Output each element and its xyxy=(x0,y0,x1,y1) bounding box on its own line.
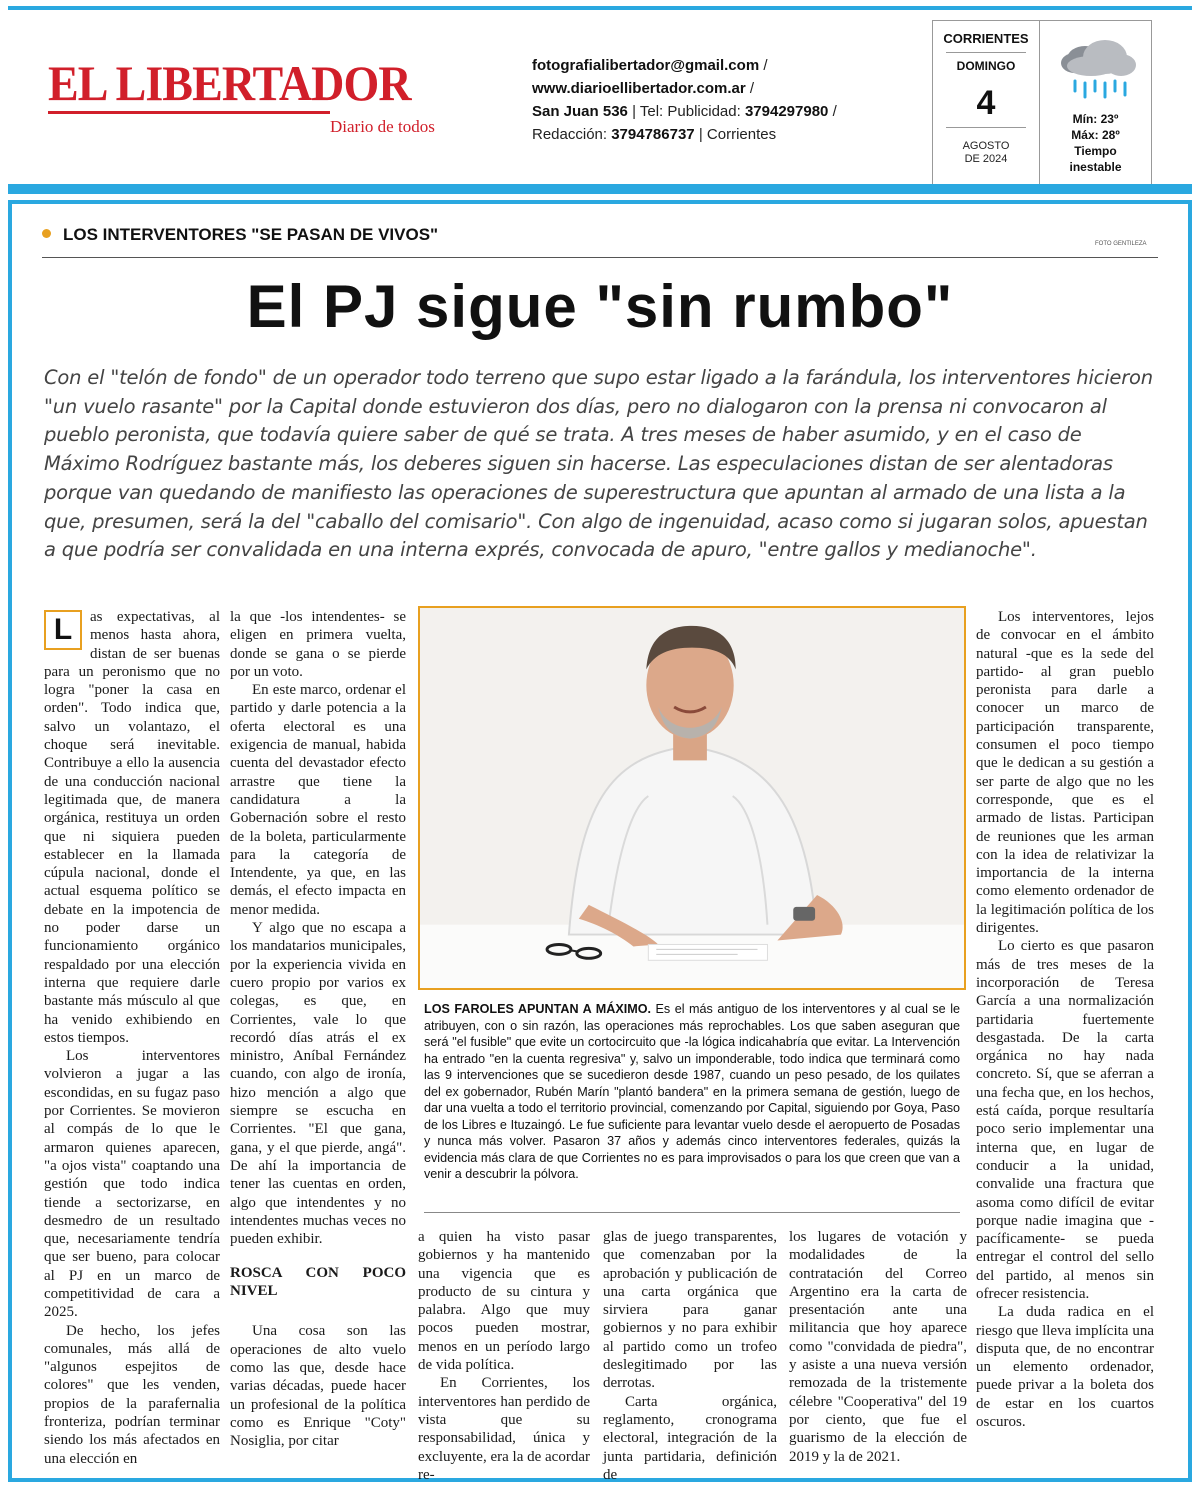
article-photo xyxy=(418,606,966,990)
paragraph: a quien ha visto pasar gobiernos y ha mantenido una vigencia que es producto de su cintura y palabra. Algo que muy pocos pueden mostrar, menos en un período largo de vida política. xyxy=(418,1229,590,1374)
paragraph: Los interventores, lejos de convocar en el ámbito natural -que es la sede del partido- al gran pueblo peronista para darle a conocer un marco de participación transparente, consumen el poco tiempo que le dedican a su gestión a ser parte de algo que no les corresponde, que es el armado de listas. Participan de reuniones que les arman con la idea de relativizar la importancia de la interna como elemento ordenador de la legitimación política de los dirigentes. xyxy=(976,609,1154,937)
separator: / xyxy=(749,80,755,97)
kicker-divider xyxy=(42,257,1158,258)
separator: | xyxy=(698,126,703,143)
masthead xyxy=(0,12,1200,182)
logo-subtitle: Diario de todos xyxy=(330,117,435,136)
paragraph: glas de juego transparentes, que comenzaban por la aprobación y publicación de una carta orgánica que sirviera para ganar gobiernos y no para exhibir al partido como un trofeo deslegitimado por las derrotas. xyxy=(603,1229,777,1392)
paragraph: Lo cierto es que pasaron más de tres meses de la incorporación de Teresa García a una normalización partidaria fuertemente desgastada. De la carta orgánica no hay nada concreto. Sí, que se aferran a una fecha que, en los hechos, está caída, porque resultaría poco serio implementar una interna que, en lugar de conducir a la unidad, convalide una fractura que asoma como difícil de evitar porque nadie imagina que -pacíficamente- se pueda entregar el control del sello del partido, al menos sin ofrecer resistencia. xyxy=(976,938,1154,1302)
article-kicker xyxy=(42,225,438,245)
paragraph: la que -los intendentes- se eligen en primera vuelta, donde se gana o se pierde por un voto. xyxy=(230,609,406,680)
paragraph: Carta orgánica, reglamento, cronograma electoral, integración de la junta partidaria, definición de xyxy=(603,1393,777,1483)
date-divider xyxy=(946,52,1026,53)
redaccion-label: Redacción: xyxy=(532,126,608,143)
contact-address: San Juan 536 xyxy=(532,103,628,120)
contact-website: www.diarioellibertador.com.ar xyxy=(532,80,746,97)
weather-max: Máx: 28º xyxy=(1071,128,1120,142)
photo-credit: FOTO GENTILEZA xyxy=(1095,241,1147,247)
paragraph: los lugares de votación y modalidades de la contratación del Correo Argentino era la carta de presentación ante una militancia que hoy aparece como "convidada de piedra", y asiste a una nueva versión remozada de la tristemente célebre "Cooperativa" del 19 por ciento, que fue el guarismo de la elección de 2019 y la de 2021. xyxy=(789,1229,967,1465)
logo-title: EL LIBERTADOR xyxy=(48,55,411,111)
separator: / xyxy=(832,103,837,120)
date-day: 4 xyxy=(976,84,996,122)
date-divider xyxy=(946,127,1026,128)
article-column-4 xyxy=(603,1228,777,1484)
article-lead: Con el "telón de fondo" de un operador todo terreno que supo estar ligado a la farándula, los interventores hicieron "un vuelo rasante" por la Capital donde estuvieron dos días, pero no dialogaron con la prensa ni convocaron al pueblo peronista, que todavía quiere saber de qué se trata. A tres meses de haber asumido, y en el caso de Máximo Rodríguez bastante más, los deberes siguen sin hacerse. Las especulaciones distan de ser alentadoras porque van quedando de manifiesto las operaciones de superestructura que apuntan al armado de una lista a la que, presumen, será la del "caballo del comisario". Con algo de ingenuidad, acaso como si jugaran solos, apuestan a que podría ser convalidada en una interna exprés, convocada de apuro, "entre gallos y medianoche". xyxy=(44,366,1153,562)
photo-caption xyxy=(424,1001,960,1183)
weather-box xyxy=(1040,20,1152,192)
paragraph: En este marco, ordenar el partido y darle potencia a la oferta electoral es una exigencia de manual, habida cuenta del devastador efecto arrastre que tiene la candidatura a la Gobernación sobre el resto de la boleta, particularmente para la categoría de Intendente, ya que, en las demás, el efecto impacta en menor medida. xyxy=(230,682,406,918)
article-column-5 xyxy=(789,1228,967,1466)
paragraph: La duda radica en el riesgo que lleva implícita una disputa que, de no encontrar un elemento ordenador, puede privar a la boleta dos de estar en los cuartos oscuros. xyxy=(976,1304,1154,1431)
paragraph: Los interventores volvieron a jugar a las escondidas, en su fugaz paso por Corrientes. Se movieron al compás de lo que le armaron quienes aparecen, "a ojos vista" coaptando una gestión que todo indica tiende a sectorizarse, en desmedro de un resultado que, necesariamente tendría que ser bueno, para colocar al PJ en un marco de competitividad de cara a 2025. xyxy=(44,1048,220,1321)
weather-condition-line2: inestable xyxy=(1069,160,1122,174)
top-rule xyxy=(8,6,1192,10)
separator: / xyxy=(763,57,768,74)
newspaper-logo xyxy=(48,55,448,136)
date-city: CORRIENTES xyxy=(943,31,1029,46)
article-column-3 xyxy=(418,1228,590,1484)
cloud-rain-icon xyxy=(1053,35,1139,103)
paragraph: De hecho, los jefes comunales, más allá de "algunos espejitos de colores" que les venden, propios de la parafernalia fronteriza, podrían terminar siendo los más afectados en una elección en xyxy=(44,1322,220,1467)
kicker-text: LOS INTERVENTORES "SE PASAN DE VIVOS" xyxy=(63,225,439,244)
contact-info xyxy=(532,54,837,146)
paragraph: Una cosa son las operaciones de alto vuelo como las que, desde hace varias décadas, puede hacer un profesional de la política como es Enrique "Coty" Nosiglia, por citar xyxy=(230,1323,406,1450)
portrait-image xyxy=(420,608,964,988)
date-box xyxy=(932,20,1040,192)
caption-lead: LOS FAROLES APUNTAN A MÁXIMO. xyxy=(424,1002,652,1016)
dropcap: L xyxy=(44,610,82,650)
masthead-band xyxy=(8,184,1192,194)
separator: | xyxy=(632,103,636,120)
date-weekday: DOMINGO xyxy=(956,59,1016,73)
caption-divider xyxy=(424,1212,960,1213)
date-month: AGOSTO xyxy=(962,140,1010,152)
paragraph: as expectativas, al menos hasta ahora, distan de ser buenas para un peronismo que no logra "poner la casa en orden". Todo indica que, salvo un volantazo, el choque será inevitable. Contribuye a ello la ausencia de una conducción nacional legitimada que, de manera orgánica, restituya un orden que ni siquiera pueden establecer en la llamada cúpula nacional, donde el actual esquema político se debate en la impotencia de no poder darse un funcionamiento orgánico respaldado por una elección interna que requiere darle bastante más músculo al que ha venido exhibiendo en estos tiempos. xyxy=(44,609,220,1046)
contact-email: fotografialibertador@gmail.com xyxy=(532,57,760,74)
article-column-2 xyxy=(230,608,406,1450)
article-column-1 xyxy=(44,608,220,1468)
redaccion-phone: 3794786737 xyxy=(611,126,695,143)
contact-city: Corrientes xyxy=(706,126,777,143)
article-column-6 xyxy=(976,608,1154,1431)
weather-min: Mín: 23º xyxy=(1072,112,1119,126)
bullet-icon xyxy=(42,229,51,238)
article-headline: El PJ sigue "sin rumbo" xyxy=(246,273,954,340)
paragraph: Y algo que no escapa a los mandatarios municipales, por la experiencia vivida en cuero propio por varios ex colegas, es que, en Corrientes, vale lo que recordó días atrás el ex ministro, Aníbal Fernández cuando, con algo de ironía, hizo mención a algo que siempre se escucha en Corrientes. "El que gana, gana, y el que pierde, angá". De ahí la importancia de tener las cuentas en orden, algo que intendentes y no intendentes muchas veces no pueden exhibir. xyxy=(230,920,406,1248)
date-year: DE 2024 xyxy=(964,153,1008,165)
caption-text: Es el más antiguo de los interventores y al cual se le atribuyen, con o sin razón, las operaciones más reprochables. Los que saben aseguran que será "el fusible" que evite un cortocircuito que -la lógica indicahabría que evitar. La Intervención ha entrado "en la cuenta regresiva" y, salvo un imponderable, todo indica que terminará como las 9 intervenciones que se sucedieron desde 1987, cuando un peso pesado, de los quilates del ex gobernador, Rubén Marín "plantó bandera" en la primera semana de gestión, luego de dar una vuelta a todo el territorio provincial, comenzando por Capital, siguiendo por Goya, Paso de los Libres e Ituzaingó. Le fue suficiente para levantar vuelo desde el aeropuerto de Posadas y nunca más volver. Pasaron 37 años y además cinco interventores federales, quizás la evidencia más clara de que Corrientes no es para improvisados o para los que creen que van a venir a descubrir la pólvora. xyxy=(424,1002,960,1181)
paragraph: En Corrientes, los interventores han perdido de vista que su responsabilidad, única y excluyente, era la de acordar re- xyxy=(418,1375,590,1483)
publicidad-phone: 3794297980 xyxy=(744,103,829,120)
logo-underline xyxy=(48,111,330,114)
section-subhead: ROSCA CON POCO NIVEL xyxy=(230,1265,406,1300)
weather-condition-line1: Tiempo xyxy=(1074,144,1117,158)
publicidad-label: Tel: Publicidad: xyxy=(639,103,741,120)
